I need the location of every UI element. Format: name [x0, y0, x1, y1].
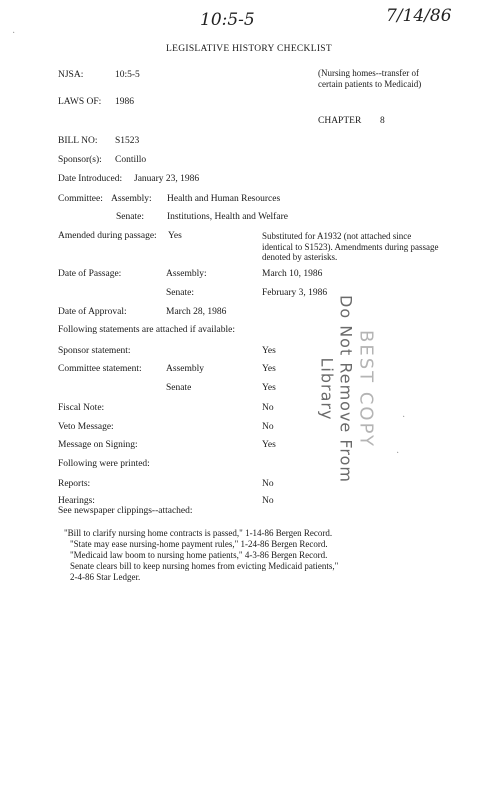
date-of-approval-label: Date of Approval: — [58, 307, 127, 317]
date-introduced-value: January 23, 1986 — [134, 174, 200, 184]
clipping-item: "Medicaid law boom to nursing home patients," 4-3-86 Bergen Record. — [70, 550, 328, 560]
amended-value: Yes — [168, 231, 182, 241]
veto-message-value: No — [262, 422, 274, 432]
library-stamp — [306, 268, 388, 510]
passage-senate-value: February 3, 1986 — [262, 288, 328, 298]
scan-speck: · — [402, 412, 406, 423]
passage-senate-label: Senate: — [166, 288, 194, 298]
handwritten-date: 7/14/86 — [386, 6, 452, 26]
sponsor-statement-label: Sponsor statement: — [58, 346, 131, 356]
njsa-label: NJSA: — [58, 70, 84, 80]
veto-message-label: Veto Message: — [58, 422, 114, 432]
date-of-passage-label: Date of Passage: — [58, 269, 122, 279]
senate-committee-value: Institutions, Health and Welfare — [167, 212, 288, 222]
laws-of-value: 1986 — [115, 97, 134, 107]
committee-statement-senate-label: Senate — [166, 383, 192, 393]
assembly-committee-value: Health and Human Resources — [167, 194, 281, 204]
fiscal-note-label: Fiscal Note: — [58, 403, 105, 413]
bill-description: (Nursing homes--transfer of certain patients to Medicaid) — [318, 68, 422, 89]
committee-assembly-label: Assembly: — [111, 194, 152, 204]
signing-message-label: Message on Signing: — [58, 440, 138, 450]
reports-value: No — [262, 479, 274, 489]
committee-statement-assembly-value: Yes — [262, 364, 276, 374]
clipping-item: Senate clears bill to keep nursing homes from evicting Medicaid patients," — [70, 561, 339, 571]
amended-note: Substituted for A1932 (not attached since identical to S1523). Amendments during passage denoted by asterisks. — [262, 231, 439, 262]
bill-no-value: S1523 — [115, 136, 140, 146]
sponsors-label: Sponsor(s): — [58, 155, 102, 165]
fiscal-note-value: No — [262, 403, 274, 413]
sponsors-value: Contillo — [115, 155, 147, 165]
clipping-item: "Bill to clarify nursing home contracts is passed," 1-14-86 Bergen Record. — [64, 528, 333, 538]
clipping-item: "State may ease nursing-home payment rules," 1-24-86 Bergen Record. — [70, 539, 328, 549]
page-title: LEGISLATIVE HISTORY CHECKLIST — [166, 44, 332, 54]
handwritten-number: 10:5-5 — [200, 10, 255, 30]
committee-statement-senate-value: Yes — [262, 383, 276, 393]
date-of-approval-value: March 28, 1986 — [166, 307, 227, 317]
statements-heading: Following statements are attached if available: — [58, 325, 236, 335]
amended-label: Amended during passage: — [58, 231, 157, 241]
reports-label: Reports: — [58, 479, 91, 489]
stamp-do-not-remove: Do Not Remove From Library — [317, 295, 356, 483]
committee-senate-label: Senate: — [116, 212, 144, 222]
passage-assembly-label: Assembly: — [166, 269, 207, 279]
passage-assembly-value: March 10, 1986 — [262, 269, 323, 279]
chapter-value: 8 — [380, 116, 385, 126]
scan-speck: · — [396, 448, 400, 459]
scan-speck: · — [12, 28, 16, 39]
committee-statement-assembly-label: Assembly — [166, 364, 204, 374]
committee-statement-label: Committee statement: — [58, 364, 142, 374]
laws-of-label: LAWS OF: — [58, 97, 102, 107]
committee-label: Committee: — [58, 194, 103, 204]
hearings-value: No — [262, 496, 274, 506]
signing-message-value: Yes — [262, 440, 276, 450]
chapter-label: CHAPTER — [318, 116, 362, 126]
clipping-item: 2-4-86 Star Ledger. — [70, 572, 141, 582]
date-introduced-label: Date Introduced: — [58, 174, 123, 184]
njsa-value: 10:5-5 — [115, 70, 140, 80]
bill-no-label: BILL NO: — [58, 136, 98, 146]
clippings-intro: See newspaper clippings--attached: — [58, 506, 193, 516]
stamp-best-copy: BEST COPY — [355, 329, 377, 449]
sponsor-statement-value: Yes — [262, 346, 276, 356]
printed-heading: Following were printed: — [58, 459, 150, 469]
hearings-label: Hearings: — [58, 496, 95, 506]
